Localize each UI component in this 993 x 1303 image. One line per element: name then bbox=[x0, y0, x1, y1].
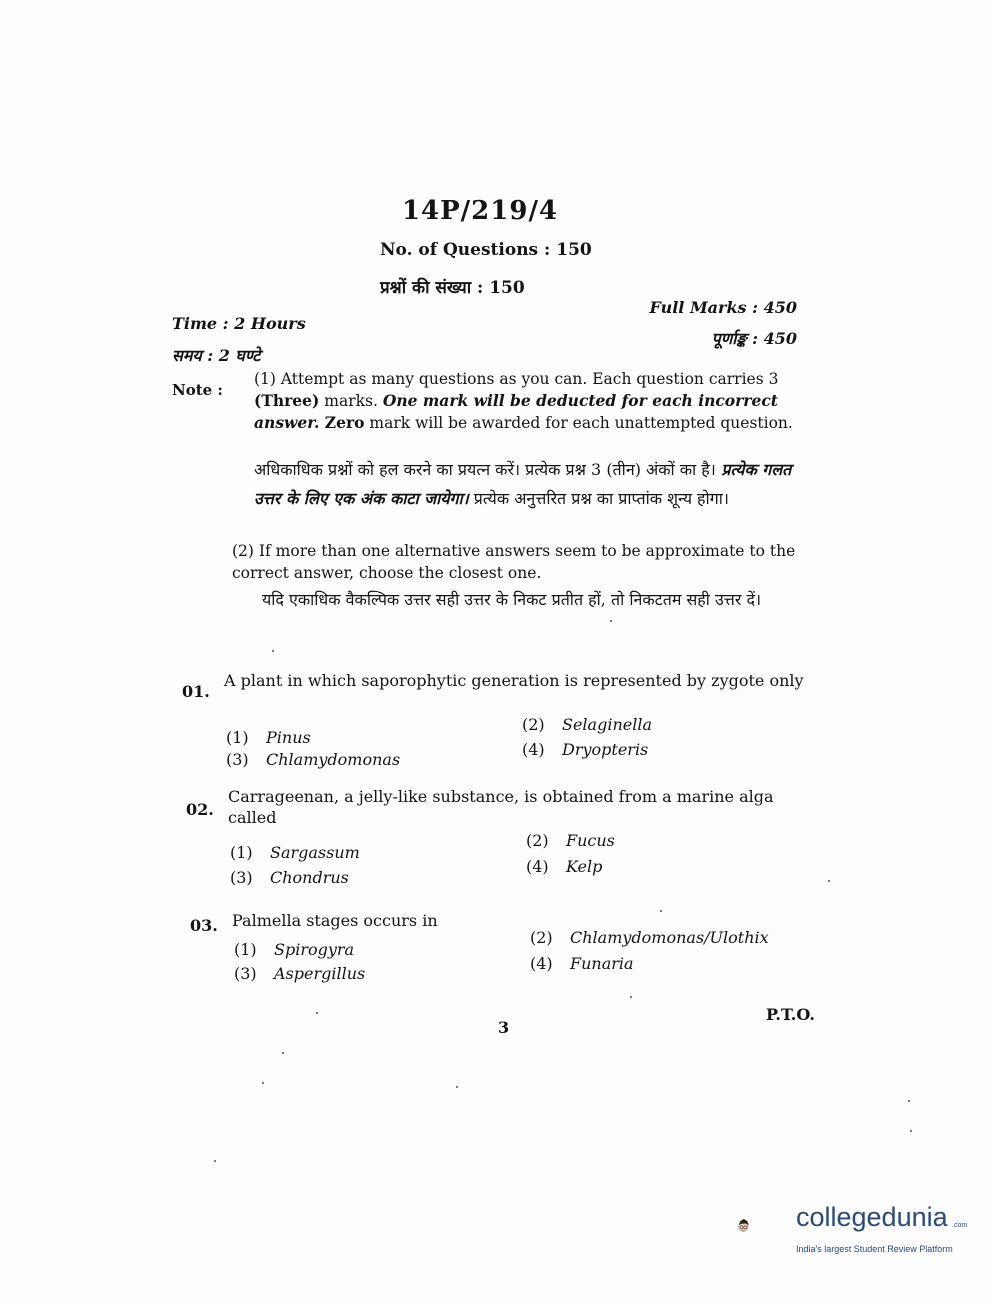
time-allowed-hindi: समय : 2 घण्टे bbox=[172, 346, 261, 365]
question-1-option-2 bbox=[522, 715, 652, 734]
option-text: Dryopteris bbox=[562, 740, 649, 759]
collegedunia-mascot-icon bbox=[736, 1196, 796, 1256]
option-text: Pinus bbox=[266, 728, 311, 747]
option-number: (2) bbox=[522, 715, 545, 734]
dust-speck bbox=[630, 996, 632, 998]
option-text: Spirogyra bbox=[274, 940, 355, 959]
collegedunia-logo-text: collegedunia bbox=[796, 1202, 948, 1232]
question-1-text: A plant in which saporophytic generation is represented by zygote only bbox=[224, 671, 804, 690]
option-number: (3) bbox=[230, 868, 253, 887]
full-marks: Full Marks : 450 bbox=[649, 298, 797, 317]
option-text: Sargassum bbox=[270, 843, 360, 862]
question-3-option-1 bbox=[234, 940, 354, 959]
question-3-text: Palmella stages occurs in bbox=[232, 911, 438, 930]
question-1-option-4 bbox=[522, 740, 648, 759]
option-number: (4) bbox=[522, 740, 545, 759]
dust-speck bbox=[908, 1100, 910, 1102]
full-marks-hindi: पूर्णाङ्क : 450 bbox=[711, 329, 797, 348]
note-1-rest: mark will be awarded for each unattempted question. bbox=[364, 414, 793, 432]
number-of-questions: No. of Questions : 150 bbox=[380, 240, 592, 260]
note-2-hindi: यदि एकाधिक वैकल्पिक उत्तर सही उत्तर के निकट प्रतीत हों, तो निकटतम सही उत्तर दें। bbox=[262, 590, 762, 609]
question-2-option-1 bbox=[230, 843, 360, 862]
collegedunia-logo-com: .com bbox=[952, 1222, 968, 1229]
question-2-text: Carrageenan, a jelly-like substance, is obtained from a marine alga called bbox=[228, 787, 774, 827]
option-number: (2) bbox=[530, 928, 553, 947]
question-2-number: 02. bbox=[186, 800, 214, 819]
dust-speck bbox=[214, 1160, 216, 1162]
option-text: Aspergillus bbox=[274, 964, 366, 983]
question-1-number: 01. bbox=[182, 682, 210, 701]
note-1-hindi-a: अधिकाधिक प्रश्नों को हल करने का प्रयत्न करें। प्रत्येक प्रश्न 3 (तीन) अंकों का है। bbox=[254, 460, 716, 479]
option-text: Selaginella bbox=[562, 715, 652, 734]
page-number: 3 bbox=[498, 1018, 510, 1037]
option-text: Chondrus bbox=[270, 868, 349, 887]
note-1-deduction: One mark will be deducted for each incorrect answer. bbox=[254, 391, 778, 432]
time-allowed: Time : 2 Hours bbox=[172, 314, 306, 333]
question-3-option-3 bbox=[234, 964, 365, 983]
option-text: Chlamydomonas bbox=[266, 750, 401, 769]
note-1-three: (Three) bbox=[254, 391, 320, 410]
note-1-hindi-c: प्रत्येक अनुत्तरित प्रश्न का प्राप्तांक शून्य होगा। bbox=[468, 489, 729, 508]
dust-speck bbox=[282, 1052, 284, 1054]
collegedunia-tagline: India's largest Student Review Platform bbox=[796, 1244, 953, 1254]
question-3-number: 03. bbox=[190, 916, 218, 935]
option-number: (3) bbox=[226, 750, 249, 769]
question-1-option-3 bbox=[226, 750, 400, 769]
note-1-hindi-b: प्रत्येक गलत उत्तर के लिए एक अंक काटा जायेगा। bbox=[254, 460, 792, 508]
dust-speck bbox=[316, 1012, 318, 1014]
option-number: (4) bbox=[530, 954, 553, 973]
option-number: (1) bbox=[226, 728, 249, 747]
number-of-questions-hindi: प्रश्नों की संख्या : 150 bbox=[380, 278, 525, 298]
note-1-prefix: (1) Attempt as many questions as you can. Each question carries 3 bbox=[254, 370, 779, 388]
note-1-hindi bbox=[254, 455, 802, 513]
option-number: (1) bbox=[230, 843, 253, 862]
option-number: (1) bbox=[234, 940, 257, 959]
dust-speck bbox=[828, 880, 830, 882]
option-number: (3) bbox=[234, 964, 257, 983]
dust-speck bbox=[660, 910, 662, 912]
question-3-option-2 bbox=[530, 928, 769, 947]
dust-speck bbox=[262, 1082, 264, 1084]
dust-speck bbox=[272, 650, 274, 652]
dust-speck bbox=[610, 620, 612, 622]
question-2-option-2 bbox=[526, 831, 615, 850]
note-1-zero: Zero bbox=[319, 413, 365, 432]
paper-code: 14P/219/4 bbox=[401, 196, 559, 226]
dust-speck bbox=[910, 1130, 912, 1132]
option-text: Funaria bbox=[570, 954, 634, 973]
option-number: (4) bbox=[526, 857, 549, 876]
question-2-option-4 bbox=[526, 857, 602, 876]
question-3-option-4 bbox=[530, 954, 634, 973]
dust-speck bbox=[456, 1086, 458, 1088]
pto-label: P.T.O. bbox=[766, 1005, 815, 1024]
question-1-option-1 bbox=[226, 728, 311, 747]
note-label: Note : bbox=[172, 381, 223, 399]
note-1-marks: marks. bbox=[319, 392, 383, 410]
option-text: Kelp bbox=[566, 857, 603, 876]
note-1 bbox=[254, 368, 802, 434]
option-text: Chlamydomonas/Ulothix bbox=[570, 928, 769, 947]
question-2-option-3 bbox=[230, 868, 349, 887]
option-text: Fucus bbox=[566, 831, 615, 850]
note-2: (2) If more than one alternative answers seem to be approximate to the correct answer, choose the closest one. bbox=[232, 542, 796, 582]
option-number: (2) bbox=[526, 831, 549, 850]
